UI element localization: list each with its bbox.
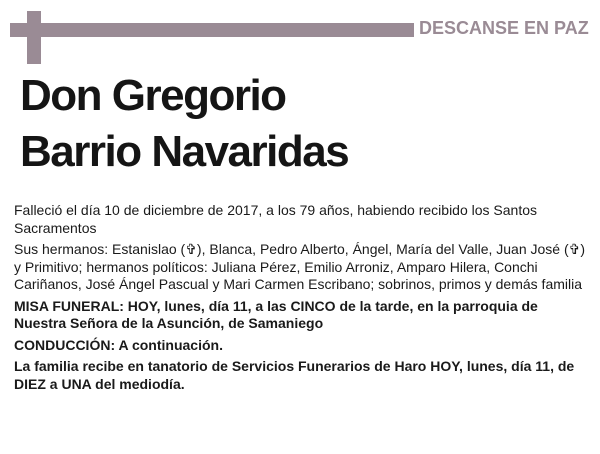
deceased-name [20,68,348,180]
reception-info: La familia recibe en tanatorio de Servicios Funerarios de Haro HOY, lunes, día 11, de DIEZ a UNA del mediodía. [14,358,575,392]
death-notice: Falleció el día 10 de diciembre de 2017, a los 79 años, habiendo recibido los Santos Sacramentos [14,202,538,236]
rip-tagline: DESCANSE EN PAZ [419,18,589,38]
cross-vertical-bar [27,11,41,64]
obituary-body [14,202,592,397]
header-divider-bar [59,23,414,37]
cross-horizontal-bar [10,23,59,37]
funeral-mass-info: MISA FUNERAL: HOY, lunes, día 11, a las CINCO de la tarde, en la parroquia de Nuestra Señora de la Asunción, de Samaniego [14,297,538,331]
family-list: Sus hermanos: Estanislao (✞), Blanca, Pedro Alberto, Ángel, María del Valle, Juan José (✞) y Primitivo; hermanos políticos: Juliana Pérez, Emilio Arroniz, Amparo Hilera, Conchi Cariñanos, José Ángel Pascual y Mari Carmen Escribano; sobrinos, primos y demás familia [14,241,586,292]
conduction-info: CONDUCCIÓN: A continuación. [14,336,223,353]
deceased-name-line-1: Don Gregorio [20,71,286,120]
deceased-name-line-2: Barrio Navaridas [20,127,349,176]
